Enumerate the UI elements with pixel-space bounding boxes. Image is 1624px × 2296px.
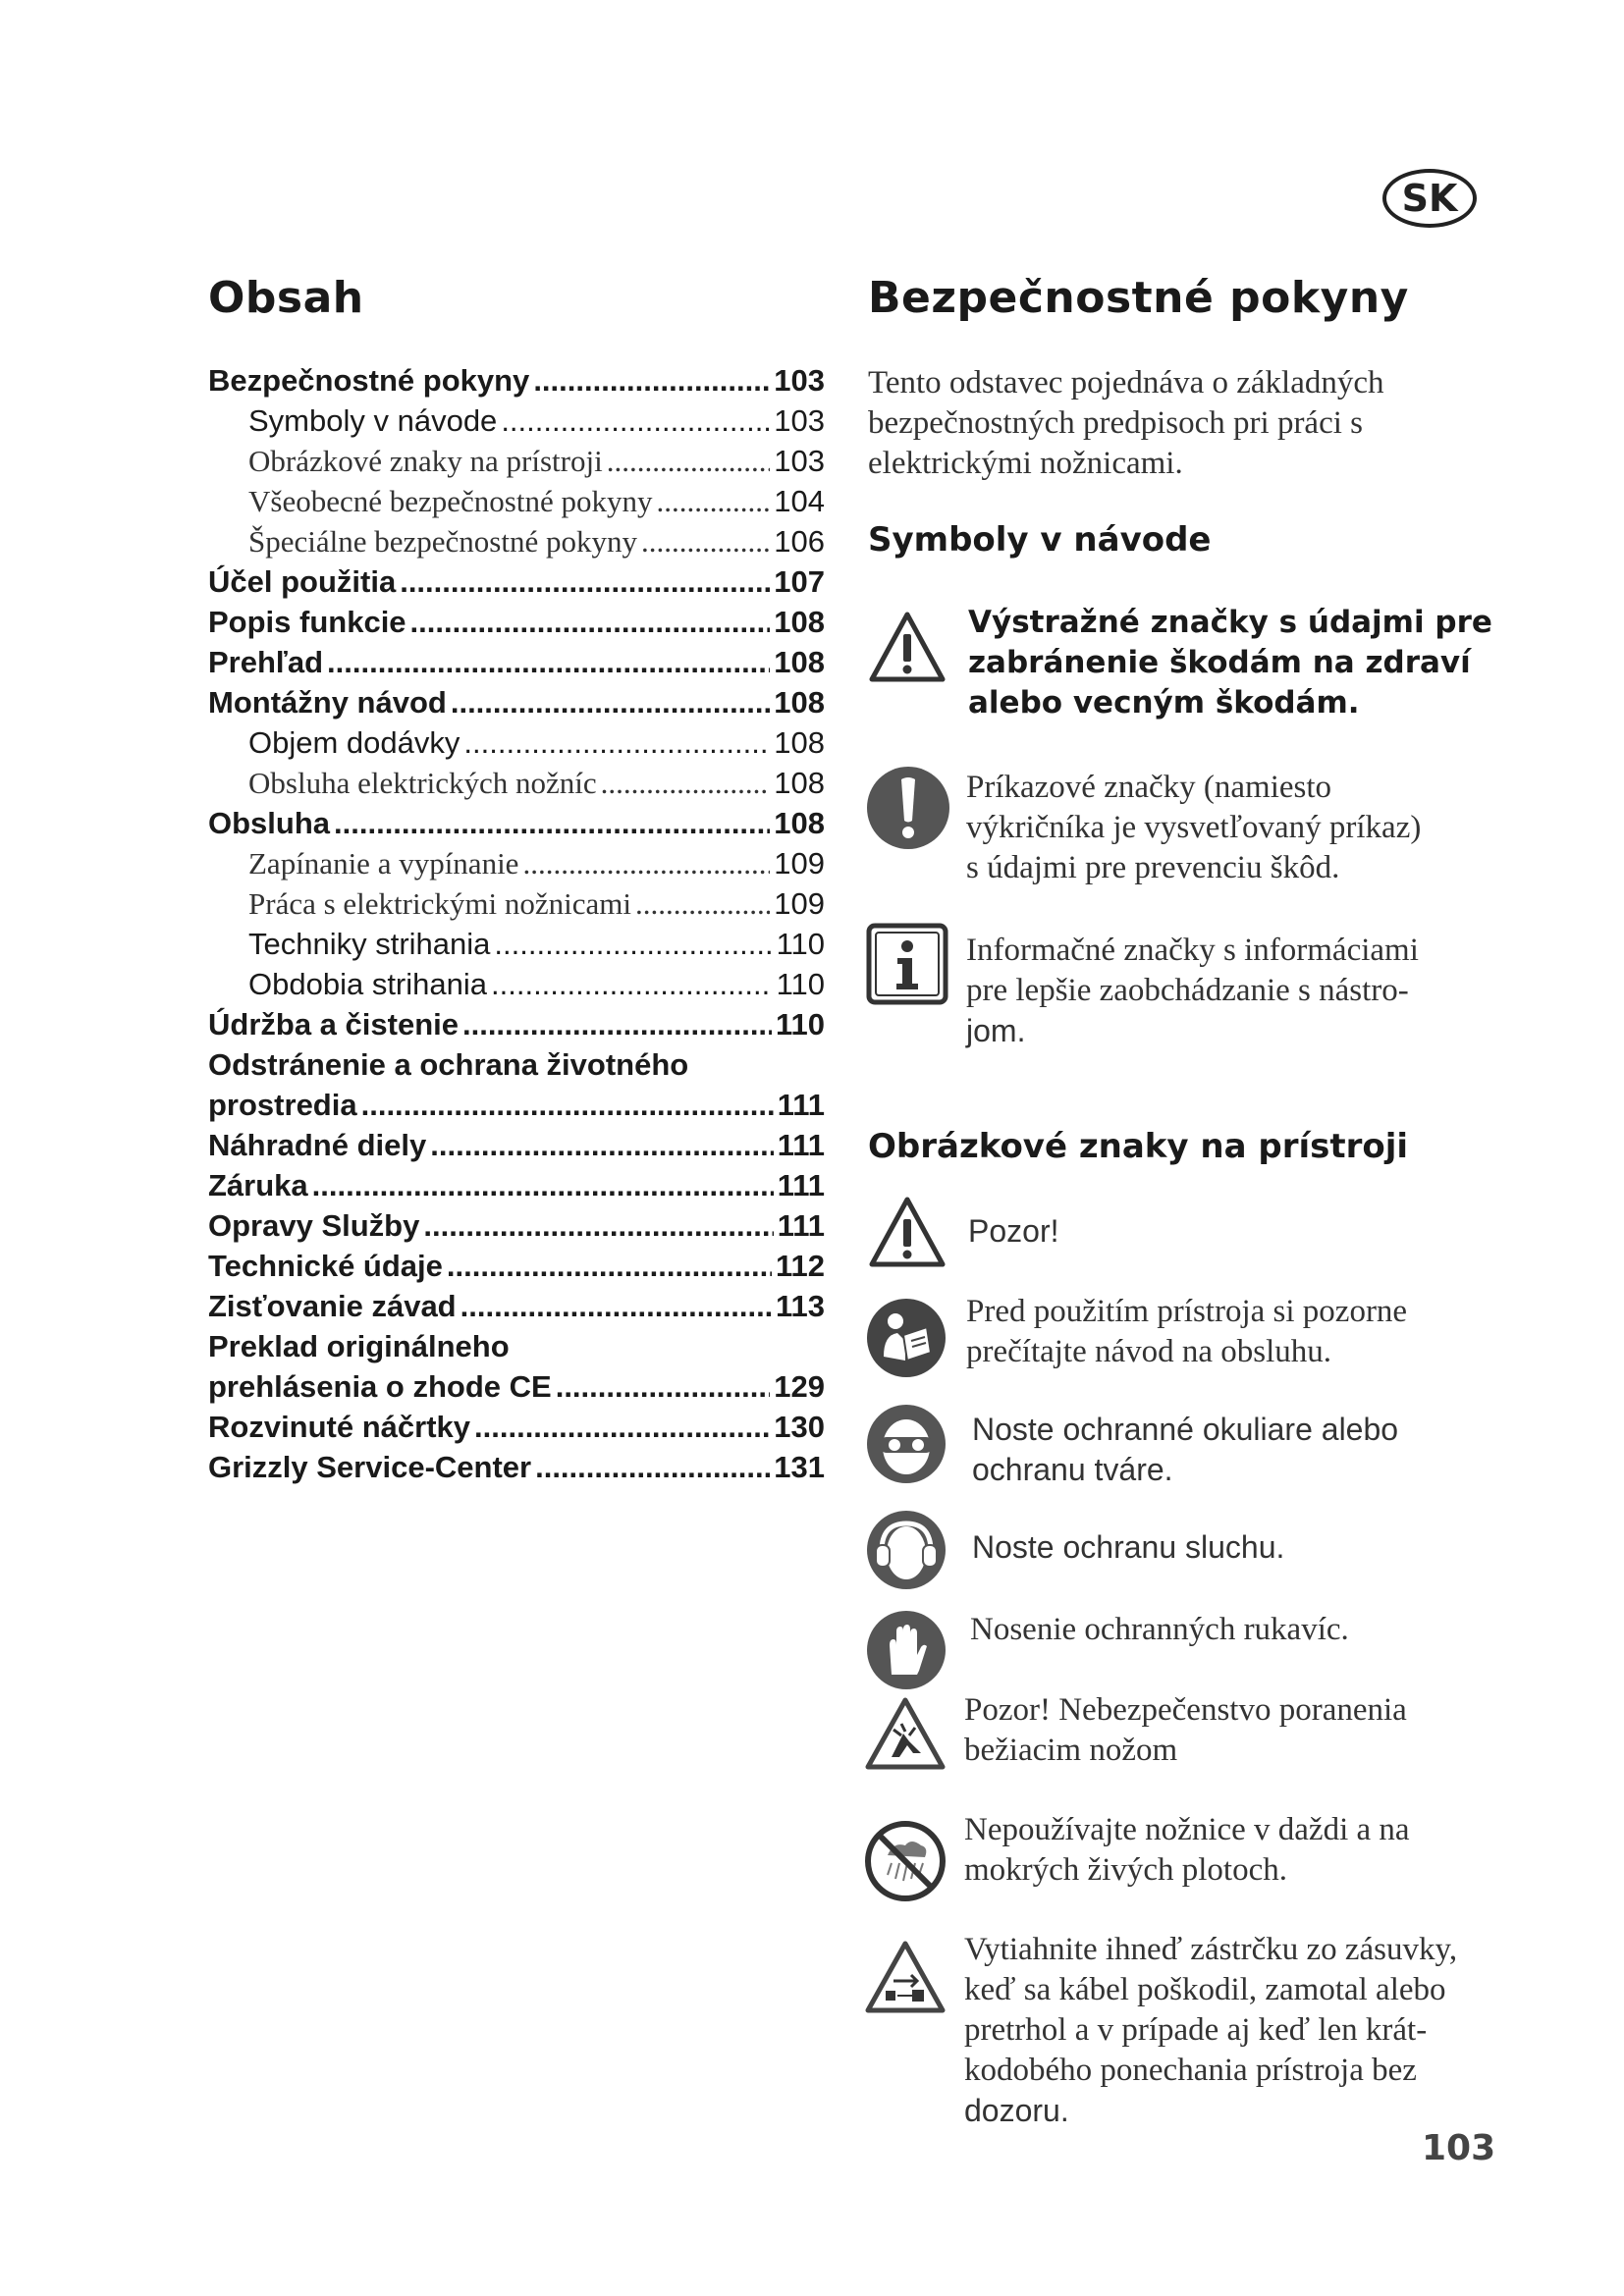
toc-entry-text: Odstránenie a ochrana životného bbox=[208, 1047, 689, 1082]
toc-entry-text: Bezpečnostné pokyny bbox=[208, 363, 530, 398]
symbol-text bbox=[970, 1610, 1349, 1650]
symbol-line: keď sa kábel poškodil, zamotal alebo bbox=[964, 1972, 1446, 2007]
toc-entry-page: 104 bbox=[774, 484, 825, 518]
toc-leader bbox=[447, 1249, 772, 1284]
toc-entry-text: Opravy Služby bbox=[208, 1208, 420, 1243]
toc-entry-page: 112 bbox=[775, 1249, 825, 1283]
symbol-line: zabránenie škodám na zdraví bbox=[968, 645, 1471, 680]
page-number: 103 bbox=[1422, 2128, 1496, 2168]
symbol-line: Informačné značky s informáciami bbox=[966, 933, 1419, 968]
toc-entry[interactable] bbox=[248, 484, 825, 524]
blade-hazard-icon bbox=[864, 1696, 947, 1771]
toc-leader bbox=[462, 1007, 772, 1042]
toc-leader bbox=[312, 1168, 774, 1203]
toc-entry-text: Náhradné diely bbox=[208, 1128, 427, 1162]
toc-entry-page: 110 bbox=[776, 967, 825, 1001]
symbol-line: Výstražné značky s údajmi pre bbox=[968, 605, 1492, 640]
symbol-line: alebo vecným škodám. bbox=[968, 685, 1360, 721]
toc-leader bbox=[430, 1128, 773, 1163]
toc-leader bbox=[607, 444, 771, 479]
symbol-text bbox=[966, 931, 1419, 1052]
toc-entry-page: 107 bbox=[774, 564, 825, 599]
toc-entry-text: Techniky strihania bbox=[248, 927, 491, 961]
toc-entry[interactable] bbox=[248, 766, 825, 806]
toc-entry-text: prehlásenia o zhode CE bbox=[208, 1369, 552, 1404]
toc-leader bbox=[656, 484, 770, 519]
toc-entry[interactable] bbox=[208, 1329, 825, 1369]
toc-entry-page: 111 bbox=[777, 1128, 825, 1162]
toc-leader bbox=[535, 1450, 770, 1485]
toc-leader bbox=[451, 685, 770, 721]
toc-entry-text: Zapínanie a vypínanie bbox=[248, 846, 519, 881]
toc-entry-page: 108 bbox=[774, 766, 825, 800]
toc-entry-text: Obrázkové znaky na prístroji bbox=[248, 444, 603, 478]
toc-entry-page: 130 bbox=[774, 1410, 825, 1444]
symbol-text bbox=[972, 1410, 1398, 1490]
toc-entry-page: 103 bbox=[774, 363, 825, 398]
toc-entry-page: 108 bbox=[774, 725, 825, 760]
symbol-line: s údajmi pre prevenciu škôd. bbox=[966, 850, 1340, 885]
symbol-text bbox=[968, 1211, 1058, 1252]
toc-leader bbox=[494, 927, 772, 962]
symbol-line: Pred použitím prístroja si pozorne bbox=[966, 1294, 1408, 1329]
symbol-line: Pozor! Nebezpečenstvo poranenia bbox=[964, 1692, 1407, 1728]
eye-protection-icon bbox=[866, 1404, 947, 1484]
toc-leader bbox=[400, 564, 770, 600]
toc-leader bbox=[491, 967, 773, 1002]
toc-entry-text: Zisťovanie závad bbox=[208, 1289, 457, 1323]
toc-leader bbox=[463, 725, 770, 761]
toc-entry-text: Symboly v návode bbox=[248, 403, 498, 438]
toc-entry-text: Údržba a čistenie bbox=[208, 1007, 459, 1041]
toc-entry[interactable] bbox=[248, 967, 825, 1007]
toc-entry[interactable] bbox=[248, 886, 825, 927]
toc-entry[interactable] bbox=[208, 605, 825, 645]
toc-entry[interactable] bbox=[208, 1007, 825, 1047]
symbol-line: bežiacim nožom bbox=[964, 1733, 1178, 1768]
toc-entry-text: Objem dodávky bbox=[248, 725, 460, 760]
toc-entry-page: 129 bbox=[774, 1369, 825, 1404]
toc-entry[interactable] bbox=[208, 1168, 825, 1208]
symbol-line: prečítajte návod na obsluhu. bbox=[966, 1334, 1332, 1369]
toc-leader bbox=[601, 766, 771, 801]
toc-entry-text: Špeciálne bezpečnostné pokyny bbox=[248, 524, 637, 559]
toc-entry-text: Montážny návod bbox=[208, 685, 447, 720]
toc-entry-text: Grizzly Service-Center bbox=[208, 1450, 532, 1484]
symbol-text bbox=[964, 1930, 1457, 2132]
toc-entry-page: 106 bbox=[774, 524, 825, 559]
symbol-line: ochranu tváre. bbox=[972, 1452, 1173, 1487]
safety-intro bbox=[868, 363, 1384, 484]
symbol-line: mokrých živých plotoch. bbox=[964, 1852, 1288, 1888]
toc-leader bbox=[522, 846, 770, 881]
intro-line: elektrickými nožnicami. bbox=[868, 446, 1183, 481]
read-manual-icon bbox=[866, 1298, 947, 1378]
info-icon bbox=[866, 923, 948, 1005]
intro-line: Tento odstavec pojednáva o základných bbox=[868, 365, 1384, 400]
toc-entry-page: 108 bbox=[774, 605, 825, 639]
toc-entry-text: Preklad originálneho bbox=[208, 1329, 510, 1363]
toc-leader bbox=[460, 1289, 772, 1324]
toc-leader bbox=[635, 886, 770, 922]
toc-entry[interactable] bbox=[248, 403, 825, 444]
symbol-text bbox=[968, 603, 1492, 723]
symbol-line: jom. bbox=[966, 1013, 1026, 1048]
toc-entry[interactable] bbox=[208, 806, 825, 846]
toc-entry-text: prostredia bbox=[208, 1088, 357, 1122]
toc-entry[interactable] bbox=[248, 524, 825, 564]
symbols-title: Symboly v návode bbox=[868, 520, 1212, 560]
toc-entry-page: 103 bbox=[774, 444, 825, 478]
toc-entry-page: 111 bbox=[777, 1208, 825, 1243]
toc-entry[interactable] bbox=[208, 645, 825, 685]
toc-entry-page: 108 bbox=[774, 685, 825, 720]
toc-entry-text: Všeobecné bezpečnostné pokyny bbox=[248, 484, 653, 518]
language-badge: SK bbox=[1382, 169, 1477, 228]
toc-entry-page: 111 bbox=[777, 1088, 825, 1122]
toc-entry-page: 109 bbox=[774, 846, 825, 881]
toc-entry-text: Obsluha bbox=[208, 806, 331, 840]
toc-leader bbox=[641, 524, 770, 560]
toc-entry-page: 110 bbox=[776, 927, 825, 961]
toc-entry-text: Účel použitia bbox=[208, 564, 397, 599]
toc-entry-page: 108 bbox=[774, 645, 825, 679]
toc-entry-page: 111 bbox=[777, 1168, 825, 1202]
toc-entry-text: Technické údaje bbox=[208, 1249, 443, 1283]
toc-entry-page: 103 bbox=[774, 403, 825, 438]
toc-entry-text: Obdobia strihania bbox=[248, 967, 487, 1001]
intro-line: bezpečnostných predpisoch pri práci s bbox=[868, 405, 1363, 441]
symbol-line: dozoru. bbox=[964, 2093, 1069, 2128]
symbol-text bbox=[966, 1292, 1407, 1372]
toc-entry[interactable] bbox=[208, 1410, 825, 1450]
symbol-line: Pozor! bbox=[968, 1213, 1059, 1249]
symbol-line: Vytiahnite ihneď zástrčku zo zásuvky, bbox=[964, 1932, 1458, 1967]
toc-entry-page: 109 bbox=[774, 886, 825, 921]
toc-leader bbox=[334, 806, 770, 841]
toc-entry[interactable] bbox=[248, 444, 825, 484]
toc-entry[interactable] bbox=[208, 1450, 825, 1490]
toc-entry[interactable] bbox=[208, 1208, 825, 1249]
toc-entry-page: 113 bbox=[775, 1289, 825, 1323]
toc-entry-page: 110 bbox=[775, 1007, 825, 1041]
toc-entry-text: Rozvinuté náčrtky bbox=[208, 1410, 471, 1444]
toc-entry-text: Obsluha elektrických nožníc bbox=[248, 766, 597, 800]
toc-leader bbox=[423, 1208, 773, 1244]
mandatory-exclamation-icon bbox=[866, 766, 950, 850]
symbol-text bbox=[972, 1527, 1284, 1568]
symbol-text bbox=[966, 768, 1421, 888]
toc-entry[interactable] bbox=[208, 1369, 825, 1410]
toc-entry-text: Prehľad bbox=[208, 645, 324, 679]
toc-entry-text: Popis funkcie bbox=[208, 605, 406, 639]
toc-entry[interactable] bbox=[248, 846, 825, 886]
toc-entry[interactable] bbox=[208, 685, 825, 725]
toc-entry-text: Práca s elektrickými nožnicami bbox=[248, 886, 631, 921]
toc-leader bbox=[327, 645, 770, 680]
toc-entry-page: 131 bbox=[774, 1450, 825, 1484]
toc-title: Obsah bbox=[208, 273, 364, 323]
symbol-text bbox=[964, 1690, 1407, 1771]
toc-leader bbox=[410, 605, 771, 640]
caution-triangle-icon bbox=[868, 1196, 947, 1268]
unplug-icon bbox=[864, 1940, 947, 2014]
symbol-text bbox=[964, 1810, 1410, 1891]
toc-leader bbox=[361, 1088, 774, 1123]
toc-entry[interactable] bbox=[208, 564, 825, 605]
toc-leader bbox=[533, 363, 770, 399]
toc-entry[interactable] bbox=[248, 725, 825, 766]
symbol-line: pretrhol a v prípade aj keď len krát- bbox=[964, 2012, 1428, 2048]
toc-leader bbox=[474, 1410, 770, 1445]
ear-protection-icon bbox=[866, 1510, 947, 1590]
toc-entry[interactable] bbox=[208, 363, 825, 403]
symbol-line: kodobého ponechania prístroja bez bbox=[964, 2053, 1417, 2088]
toc-entry[interactable] bbox=[208, 1128, 825, 1168]
toc-entry[interactable] bbox=[208, 1088, 825, 1128]
safety-title: Bezpečnostné pokyny bbox=[868, 273, 1409, 323]
toc-leader bbox=[501, 403, 770, 439]
toc-entry[interactable] bbox=[208, 1047, 825, 1088]
toc-entry[interactable] bbox=[248, 927, 825, 967]
symbol-line: Príkazové značky (namiesto bbox=[966, 770, 1332, 805]
toc-entry-page: 108 bbox=[774, 806, 825, 840]
symbol-line: Nepoužívajte nožnice v daždi a na bbox=[964, 1812, 1410, 1847]
symbol-line: Noste ochranné okuliare alebo bbox=[972, 1412, 1399, 1447]
gloves-icon bbox=[866, 1610, 947, 1690]
no-rain-icon bbox=[864, 1820, 947, 1902]
toc-entry[interactable] bbox=[208, 1249, 825, 1289]
symbol-line: Nosenie ochranných rukavíc. bbox=[970, 1612, 1349, 1647]
symbol-line: pre lepšie zaobchádzanie s nástro- bbox=[966, 973, 1409, 1008]
toc-entry-text: Záruka bbox=[208, 1168, 308, 1202]
warning-triangle-icon bbox=[868, 611, 947, 683]
device-symbols-title: Obrázkové znaky na prístroji bbox=[868, 1127, 1409, 1166]
symbol-line: Noste ochranu sluchu. bbox=[972, 1529, 1285, 1565]
symbol-line: výkričníka je vysvetľovaný príkaz) bbox=[966, 810, 1422, 845]
toc-entry[interactable] bbox=[208, 1289, 825, 1329]
toc-leader bbox=[556, 1369, 771, 1405]
